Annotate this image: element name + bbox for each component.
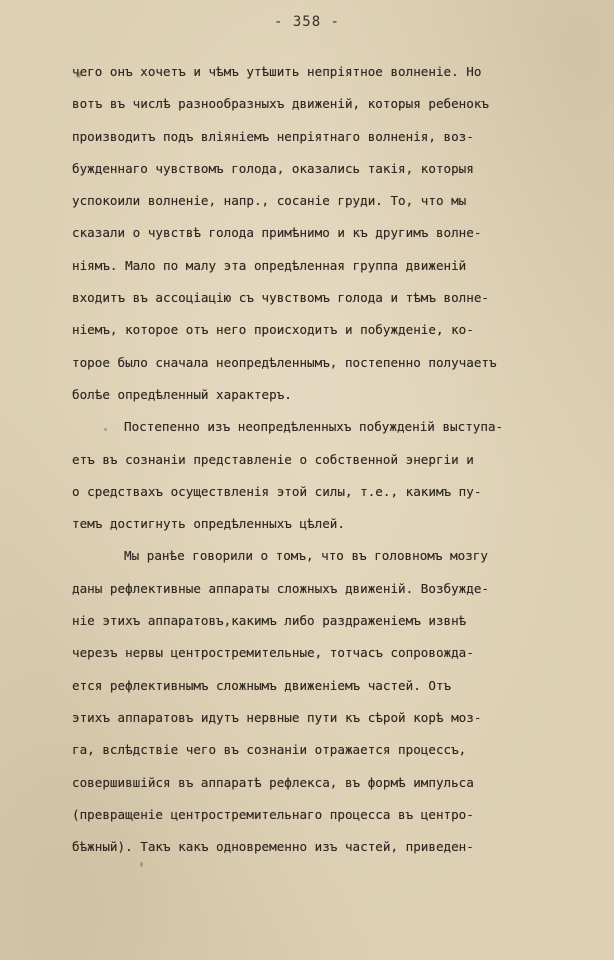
paragraph-3 [72, 546, 612, 869]
text-line: производитъ подъ вліяніемъ непріятнаго волненія, воз- [72, 128, 474, 144]
text-line: этихъ аппаратовъ идутъ нервные пути къ сѣрой корѣ моз- [72, 709, 482, 725]
text-line: успокоили волненіе, напр., сосаніе груди. То, что мы [72, 193, 467, 209]
text-line: ніямъ. Мало по малу эта опредѣленная группа движеній [72, 257, 467, 273]
text-line: (превращеніе центростремительнаго процесса въ центро- [72, 806, 474, 822]
text-line: Мы ранѣе говорили о томъ, что въ головномъ мозгу [124, 548, 488, 564]
text-line: етъ въ сознаніи представленіе о собственной энергіи и [72, 451, 474, 467]
page-number: - 358 - [273, 14, 340, 30]
text-line: совершившійся въ аппаратѣ рефлекса, въ формѣ импульса [72, 774, 474, 790]
paragraph-1 [72, 62, 612, 417]
text-line: черезъ нервы центростремительные, тотчасъ сопровожда- [72, 645, 474, 661]
text-line: о средствахъ осуществленія этой силы, т.е., какимъ пу- [72, 483, 482, 499]
text-line: входитъ въ ассоціацію съ чувствомъ голода и тѣмъ волне- [72, 290, 490, 306]
paper-speck [76, 72, 81, 78]
text-line: га, вслѣдствіе чего въ сознаніи отражается процессъ, [72, 742, 467, 758]
paper-speck [140, 862, 143, 867]
text-line: бужденнаго чувствомъ голода, оказались такія, которыя [72, 160, 474, 176]
text-line: темъ достигнуть опредѣленныхъ цѣлей. [72, 516, 345, 532]
text-line: болѣе опредѣленный характеръ. [72, 386, 292, 402]
text-line: ніе этихъ аппаратовъ,какимъ либо раздраженіемъ извнѣ [72, 613, 467, 629]
body-text [72, 62, 612, 869]
text-line: вотъ въ числѣ разнообразныхъ движеній, которыя ребенокъ [72, 96, 490, 112]
text-line: Постепенно изъ неопредѣленныхъ побужденій выступа- [124, 419, 504, 435]
text-line: торое было сначала неопредѣленнымъ, постепенно получаетъ [72, 354, 497, 370]
paragraph-2 [72, 417, 612, 546]
text-line: ніемъ, которое отъ него происходитъ и побужденіе, ко- [72, 322, 474, 338]
text-line: ется рефлективнымъ сложнымъ движеніемъ частей. Отъ [72, 677, 452, 693]
text-line: чего онъ хочетъ и чѣмъ утѣшить непріятное волненіе. Но [72, 64, 482, 79]
text-line: сказали о чувствѣ голода примѣнимо и къ другимъ волне- [72, 225, 482, 241]
text-line: даны рефлективные аппараты сложныхъ движеній. Возбужде- [72, 580, 490, 596]
paper-speck [104, 428, 107, 431]
text-line: бѣжный). Такъ какъ одновременно изъ частей, приведен- [72, 839, 474, 855]
